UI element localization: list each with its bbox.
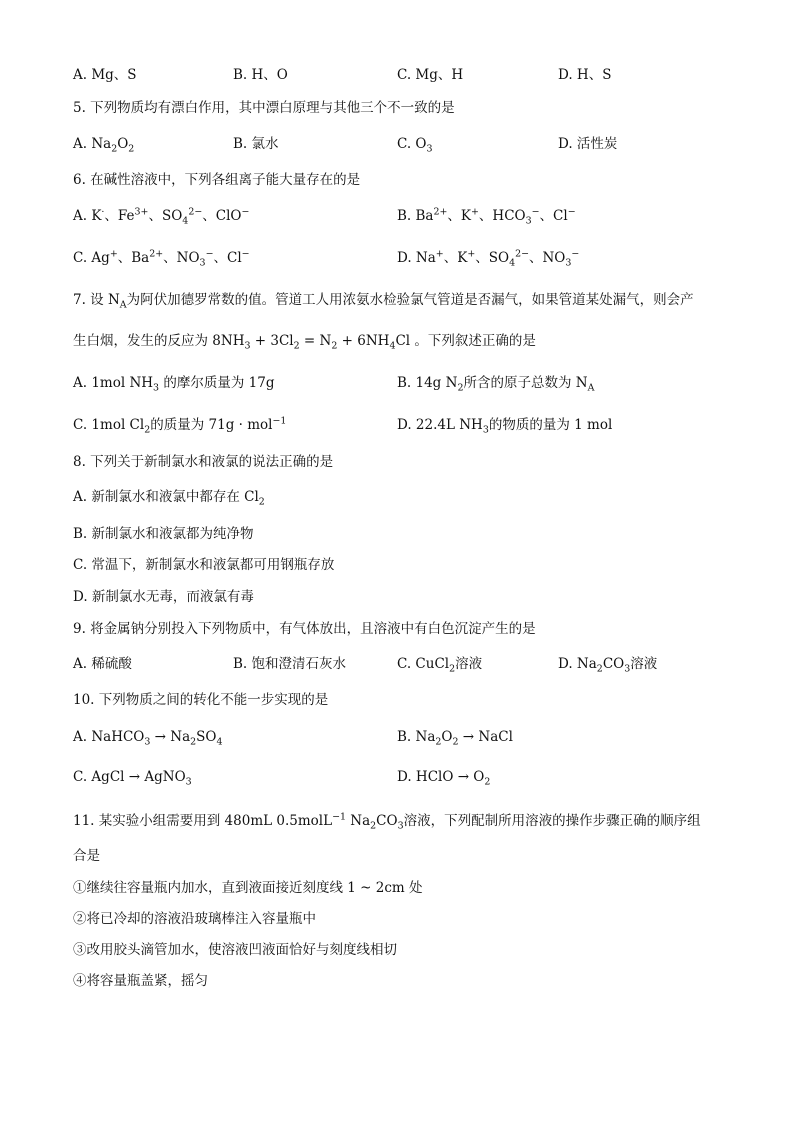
q11-step-4: ④将容量瓶盖紧，摇匀 (73, 973, 208, 989)
q7-options-row1 (73, 372, 754, 394)
q6-option-a[interactable]: A. K·、$Fe^{3+}$、$SO_4^{2-}$、ClO− (73, 206, 250, 227)
q9-option-b[interactable]: B. 饱和澄清石灰水 (233, 656, 347, 672)
q5-options (73, 133, 754, 155)
q7-option-a[interactable]: A. 1mol $NH_3$ 的摩尔质量为 17g (73, 375, 275, 394)
q11-stem-line2: 合是 (73, 848, 100, 864)
q7-option-b[interactable]: B. 14g $N_2$所含的原子总数为 $N_A$ (397, 375, 595, 394)
q6-options-row2 (73, 247, 754, 269)
q8-option-a[interactable]: A. 新制氯水和液氯中都存在 $Cl_2$ (73, 489, 265, 508)
q10-options-row2 (73, 766, 754, 788)
q7-stem-line2: 生白烟，发生的反应为 $8NH_3 + 3Cl_2 = N_2 + 6NH_4Cl$ 。下列叙述正确的是 (73, 333, 536, 352)
q4-options (73, 64, 754, 86)
q6-option-b[interactable]: B. $Ba^{2+}$、K+、$HCO_3^-$、Cl− (397, 206, 576, 227)
q9-stem: 9. 将金属钠分别投入下列物质中，有气体放出，且溶液中有白色沉淀产生的是 (73, 621, 536, 637)
q10-option-a[interactable]: A. NaHCO$_3$ → $Na_2SO_4$ (73, 729, 223, 748)
q4-option-c[interactable]: C. Mg、H (397, 67, 464, 83)
q10-stem: 10. 下列物质之间的转化不能一步实现的是 (73, 692, 329, 708)
q10-option-b[interactable]: B. $Na_2O_2$ → NaCl (397, 729, 513, 748)
q8-stem: 8. 下列关于新制氯水和液氯的说法正确的是 (73, 454, 334, 470)
q9-options (73, 653, 754, 675)
q5-stem: 5. 下列物质均有漂白作用，其中漂白原理与其他三个不一致的是 (73, 100, 455, 116)
q6-options-row1 (73, 205, 754, 227)
q9-option-c[interactable]: C. CuCl$_2$溶液 (397, 656, 483, 675)
q11-step-1: ①继续往容量瓶内加水，直到液面接近刻度线 1 ~ 2cm 处 (73, 880, 423, 896)
q5-option-c[interactable]: C. $O_3$ (397, 136, 433, 155)
q5-option-b[interactable]: B. 氯水 (233, 136, 279, 152)
q8-option-d[interactable]: D. 新制氯水无毒，而液氯有毒 (73, 589, 254, 605)
q7-stem-line1: 7. 设 $N_A$为阿伏加德罗常数的值。管道工人用浓氨水检验氯气管道是否漏气，如果管道某处漏气，则会产 (73, 292, 694, 311)
q5-option-a[interactable]: A. $Na_2O_2$ (73, 136, 135, 155)
q4-option-a[interactable]: A. Mg、S (73, 67, 137, 83)
q4-option-d[interactable]: D. H、S (558, 67, 612, 83)
q8-option-b[interactable]: B. 新制氯水和液氯都为纯净物 (73, 526, 254, 542)
q6-option-d[interactable]: D. Na+、K+、$SO_4^{2-}$、$NO_3^-$ (397, 248, 580, 269)
q10-option-c[interactable]: C. AgCl → AgNO$_3$ (73, 769, 192, 788)
q4-option-b[interactable]: B. H、O (233, 67, 288, 83)
q5-option-d[interactable]: D. 活性炭 (558, 136, 618, 152)
q11-stem-line1: 11. 某实验小组需要用到 480mL 0.5molL$^{-1}$ $Na_2CO_3$溶液，下列配制所用溶液的操作步骤正确的顺序组 (73, 811, 701, 832)
q11-step-2: ②将已冷却的溶液沿玻璃棒注入容量瓶中 (73, 911, 316, 927)
q7-options-row2 (73, 414, 754, 436)
q6-option-c[interactable]: C. Ag+、$Ba^{2+}$、$NO_3^-$、Cl− (73, 248, 250, 269)
q10-options-row1 (73, 726, 754, 748)
q11-step-3: ③改用胶头滴管加水，使溶液凹液面恰好与刻度线相切 (73, 942, 397, 958)
q9-option-a[interactable]: A. 稀硫酸 (73, 656, 132, 672)
q7-option-d[interactable]: D. 22.4L $NH_3$的物质的量为 1 mol (397, 417, 613, 436)
q10-option-d[interactable]: D. HClO → $O_2$ (397, 769, 491, 788)
q9-option-d[interactable]: D. $Na_2CO_3$溶液 (558, 656, 658, 675)
q7-option-c[interactable]: C. 1mol $Cl_2$的质量为 71g · mol$^{-1}$ (73, 415, 287, 436)
q6-stem: 6. 在碱性溶液中，下列各组离子能大量存在的是 (73, 172, 361, 188)
q8-option-c[interactable]: C. 常温下，新制氯水和液氯都可用钢瓶存放 (73, 557, 335, 573)
